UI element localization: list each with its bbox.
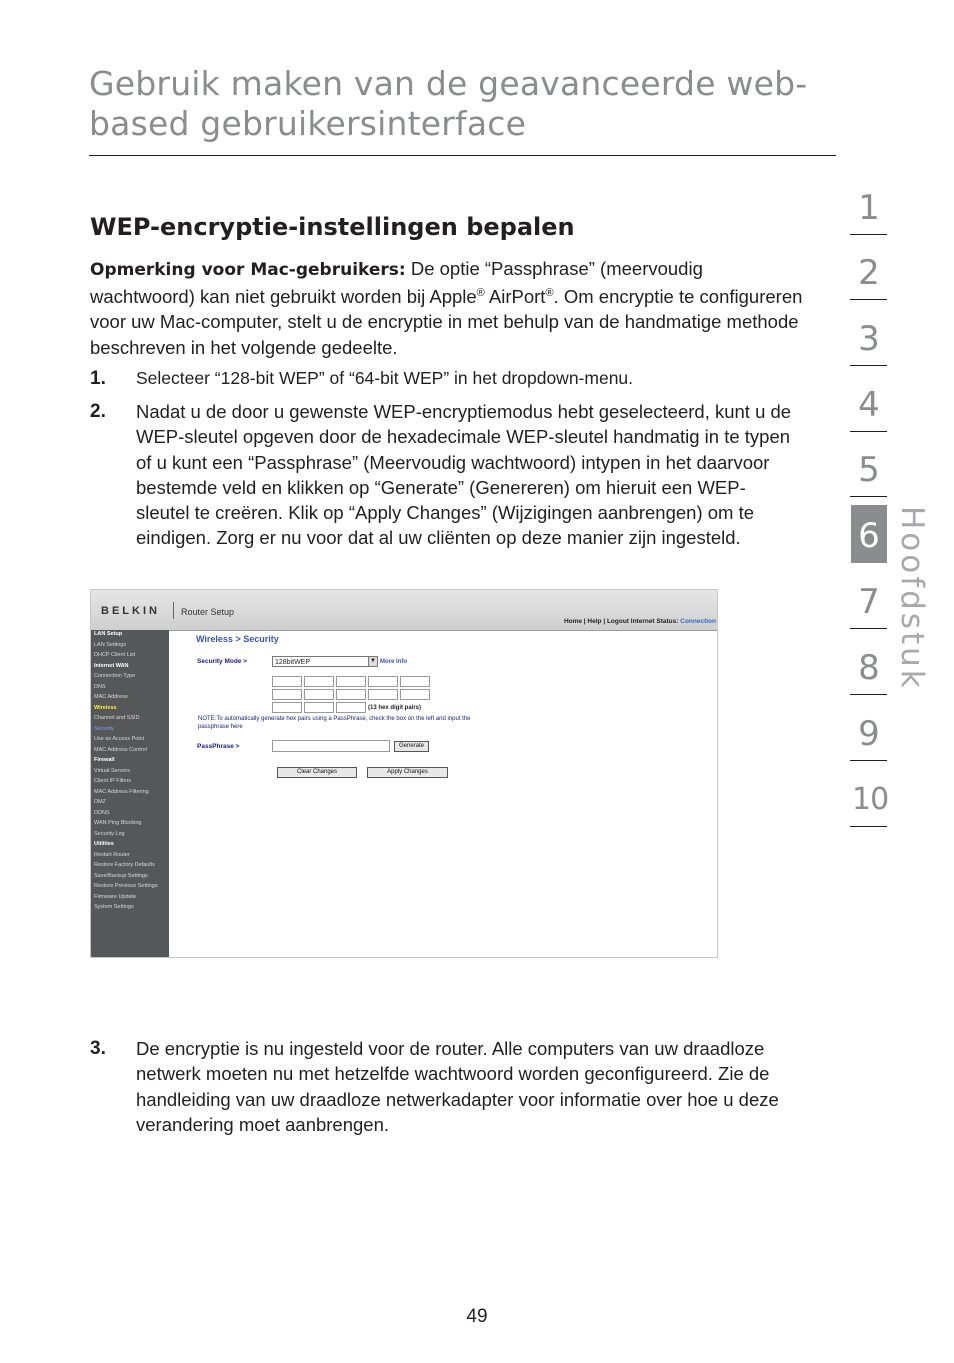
chapter-divider: [850, 365, 887, 366]
step-1: [90, 366, 810, 391]
nav-item[interactable]: Restore Previous Settings: [94, 883, 158, 889]
wep-key-field[interactable]: [400, 689, 430, 700]
chapter-divider: [850, 299, 887, 300]
wep-key-field[interactable]: [304, 676, 334, 687]
wep-key-field[interactable]: [272, 689, 302, 700]
hex-pairs-note: (13 hex digit pairs): [368, 705, 422, 711]
security-mode-select[interactable]: 128bitWEP ▼: [272, 656, 378, 667]
generate-button[interactable]: Generate: [394, 741, 429, 752]
nav-item[interactable]: Use as Access Point: [94, 736, 145, 742]
nav-item[interactable]: Connection Type: [94, 673, 136, 679]
nav-item[interactable]: Restore Factory Defaults: [94, 862, 155, 868]
nav-item[interactable]: Firmware Update: [94, 893, 137, 900]
nav-item[interactable]: Security Log: [94, 830, 125, 837]
nav-item[interactable]: DDNS: [94, 809, 110, 816]
chapter-divider: [850, 234, 887, 235]
top-links[interactable]: Home | Help | Logout Internet Status: Connection: [563, 618, 716, 625]
chapter-4[interactable]: 4: [858, 385, 880, 425]
step-text: De encryptie is nu ingesteld voor de router. Alle computers van uw draadloze netwerk moeten nu met hetzelfde wachtwoord worden geconfigureerd. Zie de handleiding van uw draadloze netwerkadapter voor informatie over hoe u deze verandering moet aanbrengen.: [136, 1038, 779, 1135]
chapter-5[interactable]: 5: [858, 450, 880, 490]
security-mode-label: Security Mode >: [197, 658, 248, 665]
chapter-divider: [850, 760, 887, 761]
nav-item[interactable]: DMZ: [94, 799, 106, 805]
nav-item: LAN Setup: [94, 631, 123, 637]
note-text-2: AirPort: [484, 285, 546, 307]
wep-key-field[interactable]: [336, 676, 366, 687]
nav-item[interactable]: Restart Router: [94, 851, 130, 858]
chapter-label: Hoofdstuk: [894, 506, 930, 691]
step-number: 3.: [90, 1038, 106, 1059]
note-text-3: . Om encryptie te configureren voor uw Mac-computer, stelt u de encryptie in met behulp van de handmatige methode beschreven in het volgende gedeelte.: [90, 285, 803, 358]
mac-note: [90, 256, 810, 360]
wep-key-field[interactable]: [304, 689, 334, 700]
nav-item: Firewall: [94, 757, 115, 763]
title-divider: [89, 155, 836, 156]
header-divider: [173, 602, 174, 619]
wep-key-field[interactable]: [336, 702, 366, 713]
more-info-link[interactable]: More Info: [380, 659, 407, 665]
chapter-8[interactable]: 8: [858, 648, 880, 688]
nav-item[interactable]: Security: [94, 725, 114, 732]
nav-item[interactable]: MAC Address Control: [94, 746, 147, 753]
chapter-9[interactable]: 9: [858, 714, 880, 754]
step-text: Selecteer “128-bit WEP” of “64-bit WEP” in het dropdown-menu.: [136, 368, 634, 388]
chapter-divider: [850, 496, 887, 497]
belkin-logo: BELKIN: [101, 605, 160, 617]
passphrase-input[interactable]: [272, 740, 390, 752]
wep-key-field[interactable]: [336, 689, 366, 700]
note-label: Opmerking voor Mac-gebruikers:: [90, 260, 406, 280]
chapter-divider: [850, 826, 887, 827]
nav-item[interactable]: WAN Ping Blocking: [94, 820, 142, 826]
chapter-1[interactable]: 1: [858, 188, 880, 228]
chapter-3[interactable]: 3: [858, 319, 880, 359]
app-title: Router Setup: [181, 607, 235, 617]
chevron-down-icon[interactable]: ▼: [368, 656, 378, 667]
connection-status: Connection: [680, 618, 716, 625]
nav-item[interactable]: Channel and SSID: [94, 715, 140, 721]
step-2: [90, 399, 810, 551]
nav-item[interactable]: System Settings: [94, 904, 134, 910]
wep-key-field[interactable]: [368, 689, 398, 700]
wep-key-field[interactable]: [272, 676, 302, 687]
nav-item: Internet WAN: [94, 662, 129, 669]
nav-item[interactable]: Save/Backup Settings: [94, 872, 148, 879]
chapter-divider: [850, 694, 887, 695]
nav-item[interactable]: Virtual Servers: [94, 767, 130, 774]
apply-changes-button[interactable]: Apply Changes: [367, 767, 448, 778]
wep-key-field[interactable]: [400, 676, 430, 687]
page-title: Gebruik maken van de geavanceerde web-based gebruikersinterface: [89, 64, 808, 143]
nav-item[interactable]: MAC Address: [94, 694, 128, 700]
passphrase-note: NOTE:To automatically generate hex pairs using a PassPhrase, check the box on the left and input the passphrase here: [198, 716, 471, 730]
nav-item[interactable]: DHCP Client List: [94, 652, 136, 658]
passphrase-label: PassPhrase >: [197, 743, 240, 750]
clear-changes-button[interactable]: Clear Changes: [277, 767, 357, 778]
router-header: [91, 590, 718, 631]
step-number: 2.: [90, 401, 106, 422]
chapter-10[interactable]: 10: [852, 782, 889, 817]
nav-item: Utilities: [94, 841, 114, 847]
chapter-7[interactable]: 7: [858, 582, 880, 622]
wep-key-field[interactable]: [272, 702, 302, 713]
nav-item[interactable]: MAC Address Filtering: [94, 788, 149, 795]
page-number: 49: [466, 1306, 488, 1327]
chapter-2[interactable]: 2: [858, 253, 880, 293]
router-screenshot: [90, 589, 718, 958]
wep-key-field[interactable]: [304, 702, 334, 713]
wep-key-field[interactable]: [368, 676, 398, 687]
note-text-1: De optie “Passphrase” (meervoudig wachtwoord) kan niet gebruikt worden bij Apple: [90, 258, 703, 307]
chapter-6[interactable]: 6: [858, 516, 880, 556]
chapter-divider: [850, 431, 887, 432]
breadcrumb: Wireless > Security: [196, 634, 279, 644]
registered-mark: ®: [545, 286, 554, 299]
registered-mark: ®: [476, 286, 485, 299]
section-heading: WEP-encryptie-instellingen bepalen: [90, 213, 575, 241]
nav-item[interactable]: LAN Settings: [94, 641, 127, 648]
nav-item[interactable]: Client IP Filters: [94, 778, 132, 784]
step-3: [90, 1036, 810, 1137]
router-left-nav: [91, 630, 169, 958]
nav-item[interactable]: Wireless: [94, 704, 117, 711]
nav-item[interactable]: DNS: [94, 683, 106, 690]
step-number: 1.: [90, 368, 106, 389]
step-text: Nadat u de door u gewenste WEP-encryptiemodus hebt geselecteerd, kunt u de WEP-sleutel opgeven door de hexadecimale WEP-sleutel handmatig in te typen of u kunt een “Passphrase” (Meervoudig wachtwoord) intypen in het daarvoor bestemde veld en klikken op “Generate” (Genereren) om hieruit een WEP-sleutel te creëren. Klik op “Apply Changes” (Wijzigingen aanbrengen) om te eindigen. Zorg er nu voor dat al uw cliënten op deze manier zijn ingesteld.: [136, 401, 792, 549]
